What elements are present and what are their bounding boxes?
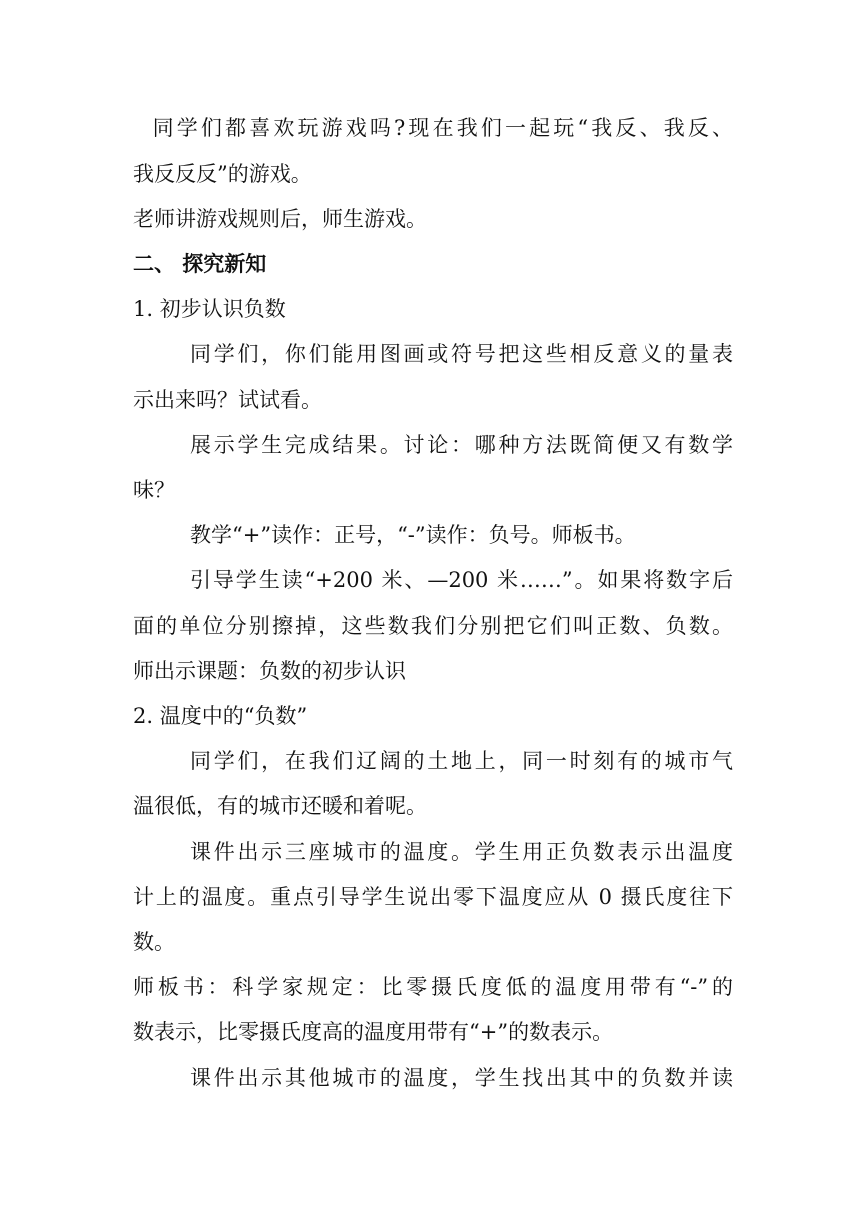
- paragraph-line: 师出示课题：负数的初步认识: [133, 659, 406, 683]
- paragraph-line: 温很低，有的城市还暖和着呢。: [133, 794, 427, 818]
- paragraph-line: 师板书：科学家规定：比零摄氏度低的温度用带有“-”的: [133, 975, 733, 999]
- paragraph-line: 我反反反”的游戏。: [133, 162, 312, 186]
- paragraph-line: 引导学生读“+200 米、—200 米……”。如果将数字后: [190, 568, 733, 592]
- paragraph-line: 老师讲游戏规则后，师生游戏。: [133, 207, 427, 231]
- paragraph-line: 同学们，在我们辽阔的土地上，同一时刻有的城市气: [190, 749, 733, 773]
- paragraph-line: 数。: [133, 930, 175, 954]
- section-heading: 二、 探究新知: [133, 252, 267, 276]
- paragraph-line: 面的单位分别擦掉，这些数我们分别把它们叫正数、负数。: [133, 614, 733, 638]
- paragraph-line: 同学们都喜欢玩游戏吗?现在我们一起玩“我反、我反、: [133, 116, 733, 140]
- paragraph-line: 展示学生完成结果。讨论：哪种方法既简便又有数学: [190, 433, 733, 457]
- paragraph-line: 味？: [133, 478, 175, 502]
- paragraph-line: 数表示，比零摄氏度高的温度用带有“+”的数表示。: [133, 1020, 614, 1044]
- paragraph-line: 教学“+”读作：正号，“-”读作：负号。师板书。: [190, 523, 636, 547]
- subsection-heading: 2. 温度中的“负数”: [133, 704, 308, 728]
- paragraph-line: 同学们，你们能用图画或符号把这些相反意义的量表: [190, 342, 733, 366]
- paragraph-line: 课件出示其他城市的温度，学生找出其中的负数并读: [190, 1066, 733, 1090]
- paragraph-line: 课件出示三座城市的温度。学生用正负数表示出温度: [190, 840, 733, 864]
- paragraph-line: 计上的温度。重点引导学生说出零下温度应从 0 摄氏度往下: [133, 885, 733, 909]
- subsection-heading: 1. 初步认识负数: [133, 297, 286, 321]
- paragraph-line: 示出来吗？试试看。: [133, 388, 322, 412]
